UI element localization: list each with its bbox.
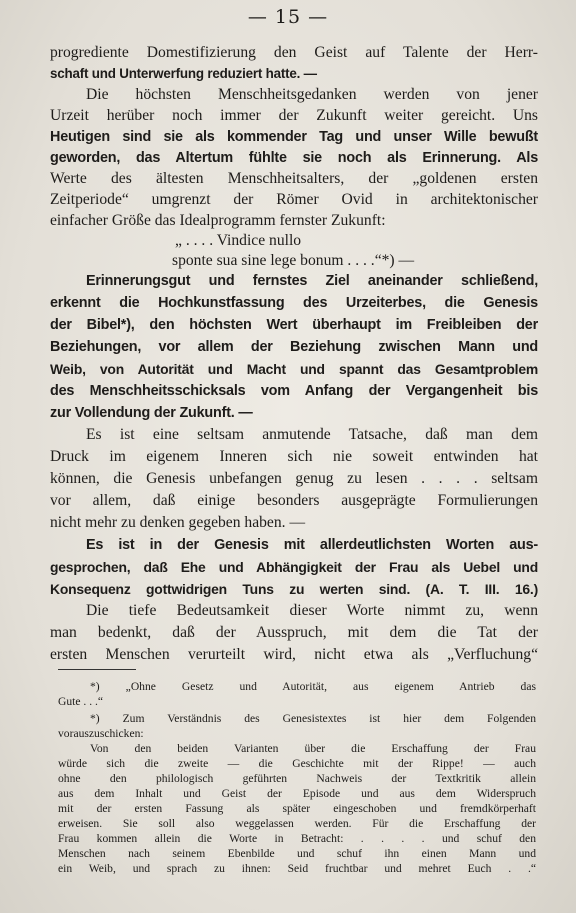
verse-line: „ . . . . Vindice nullo bbox=[175, 232, 302, 249]
body-line: zur Vollendung der Zukunft. — bbox=[50, 405, 253, 421]
body-line: einfacher Größe das Idealprogramm fernster Zukunft: bbox=[50, 212, 386, 229]
body-line: Erinnerungsgut und fernstes Ziel aneinander schließend, bbox=[86, 273, 538, 289]
body-line: des Menschheitsschicksals vom Anfang der Vergangenheit bis bbox=[50, 383, 538, 399]
body-line: Die tiefe Bedeutsamkeit dieser Worte nimmt zu, wenn bbox=[86, 602, 538, 619]
footnote-line: Menschen nach seinem Ebenbilde und schuf ihn einen Mann und bbox=[58, 847, 536, 860]
footnote-line: *) Zum Verständnis des Genesistextes ist hier dem Folgenden bbox=[90, 712, 536, 725]
footnote-line: Frau kommen allein die Worte in Betracht: . . . . und schuf den bbox=[58, 832, 536, 845]
footnote-line: mit der ersten Fassung als später eingeschoben und fremdkörperhaft bbox=[58, 802, 536, 815]
footnote-line: erweisen. Sie soll also weggelassen werden. Für die Erschaffung der bbox=[58, 817, 536, 830]
footnote-separator bbox=[58, 669, 136, 670]
body-line: Druck im eigenem Inneren sich nie soweit entwinden hat bbox=[50, 448, 538, 465]
footnote-line: *) „Ohne Gesetz und Autorität, aus eigenem Antrieb das bbox=[90, 680, 536, 693]
footnote-line: ein Weib, und sprach zu ihnen: Seid fruchtbar und mehret Euch . .“ bbox=[58, 862, 536, 875]
body-line: Heutigen sind sie als kommender Tag und unser Wille bewußt bbox=[50, 129, 538, 145]
body-line: gesprochen, daß Ehe und Abhängigkeit der Frau als Uebel und bbox=[50, 559, 538, 575]
body-line: erkennt die Hochkunstfassung des Urzeiterbes, die Genesis bbox=[50, 295, 538, 311]
body-line: Weib, von Autorität und Macht und spannt das Gesamtproblem bbox=[50, 361, 538, 377]
verse-line: sponte sua sine lege bonum . . . .“*) — bbox=[172, 252, 415, 269]
footnote-line: ohne den philologisch geführten Nachweis der Textkritik allein bbox=[58, 772, 536, 785]
footnote-line: vorauszuschicken: bbox=[58, 727, 144, 740]
body-line: Es ist eine seltsam anmutende Tatsache, daß man dem bbox=[86, 426, 538, 443]
body-line: Werte des ältesten Menschheitsalters, der „goldenen ersten bbox=[50, 170, 538, 187]
body-line: progrediente Domestifizierung den Geist auf Talente der Herr- bbox=[50, 44, 538, 61]
body-line: Beziehungen, vor allem der Beziehung zwischen Mann und bbox=[50, 339, 538, 355]
body-line: ersten Menschen verurteilt wird, nicht etwa als „Verfluchung“ bbox=[50, 646, 538, 663]
footnote-line: aus dem Inhalt und Geist der Episode und aus dem Widerspruch bbox=[58, 787, 536, 800]
body-line: Die höchsten Menschheitsgedanken werden von jener bbox=[86, 86, 538, 103]
body-line: Es ist in der Genesis mit allerdeutlichsten Worten aus- bbox=[86, 537, 538, 553]
body-line: Zeitperiode“ umgrenzt der Römer Ovid in architektonischer bbox=[50, 191, 538, 208]
body-line: schaft und Unterwerfung reduziert hatte. — bbox=[50, 66, 317, 81]
body-line: vor allem, daß einige besonders ausgeprägte Formulierungen bbox=[50, 492, 538, 509]
body-line: geworden, das Altertum fühlte sie noch als Erinnerung. Als bbox=[50, 150, 538, 166]
footnote-line: würde sich die zweite — die Geschichte mit der Rippe! — auch bbox=[58, 757, 536, 770]
body-line: nicht mehr zu denken gegeben haben. — bbox=[50, 514, 306, 531]
page-number: — 15 — bbox=[247, 6, 329, 28]
footnote-line: Von den beiden Varianten über die Erschaffung der Frau bbox=[90, 742, 536, 755]
body-line: der Bibel*), den höchsten Wert überhaupt im Freibleiben der bbox=[50, 317, 538, 333]
footnote-line: Gute . . .“ bbox=[58, 695, 104, 708]
body-line: können, die Genesis unbefangen genug zu lesen . . . . seltsam bbox=[50, 470, 538, 487]
body-line: Konsequenz gottwidrigen Tuns zu werten sind. (A. T. III. 16.) bbox=[50, 581, 538, 597]
body-line: man bedenkt, daß der Ausspruch, mit dem die Tat der bbox=[50, 624, 538, 641]
body-line: Urzeit herüber noch immer der Zukunft weiter gereicht. Uns bbox=[50, 107, 538, 124]
